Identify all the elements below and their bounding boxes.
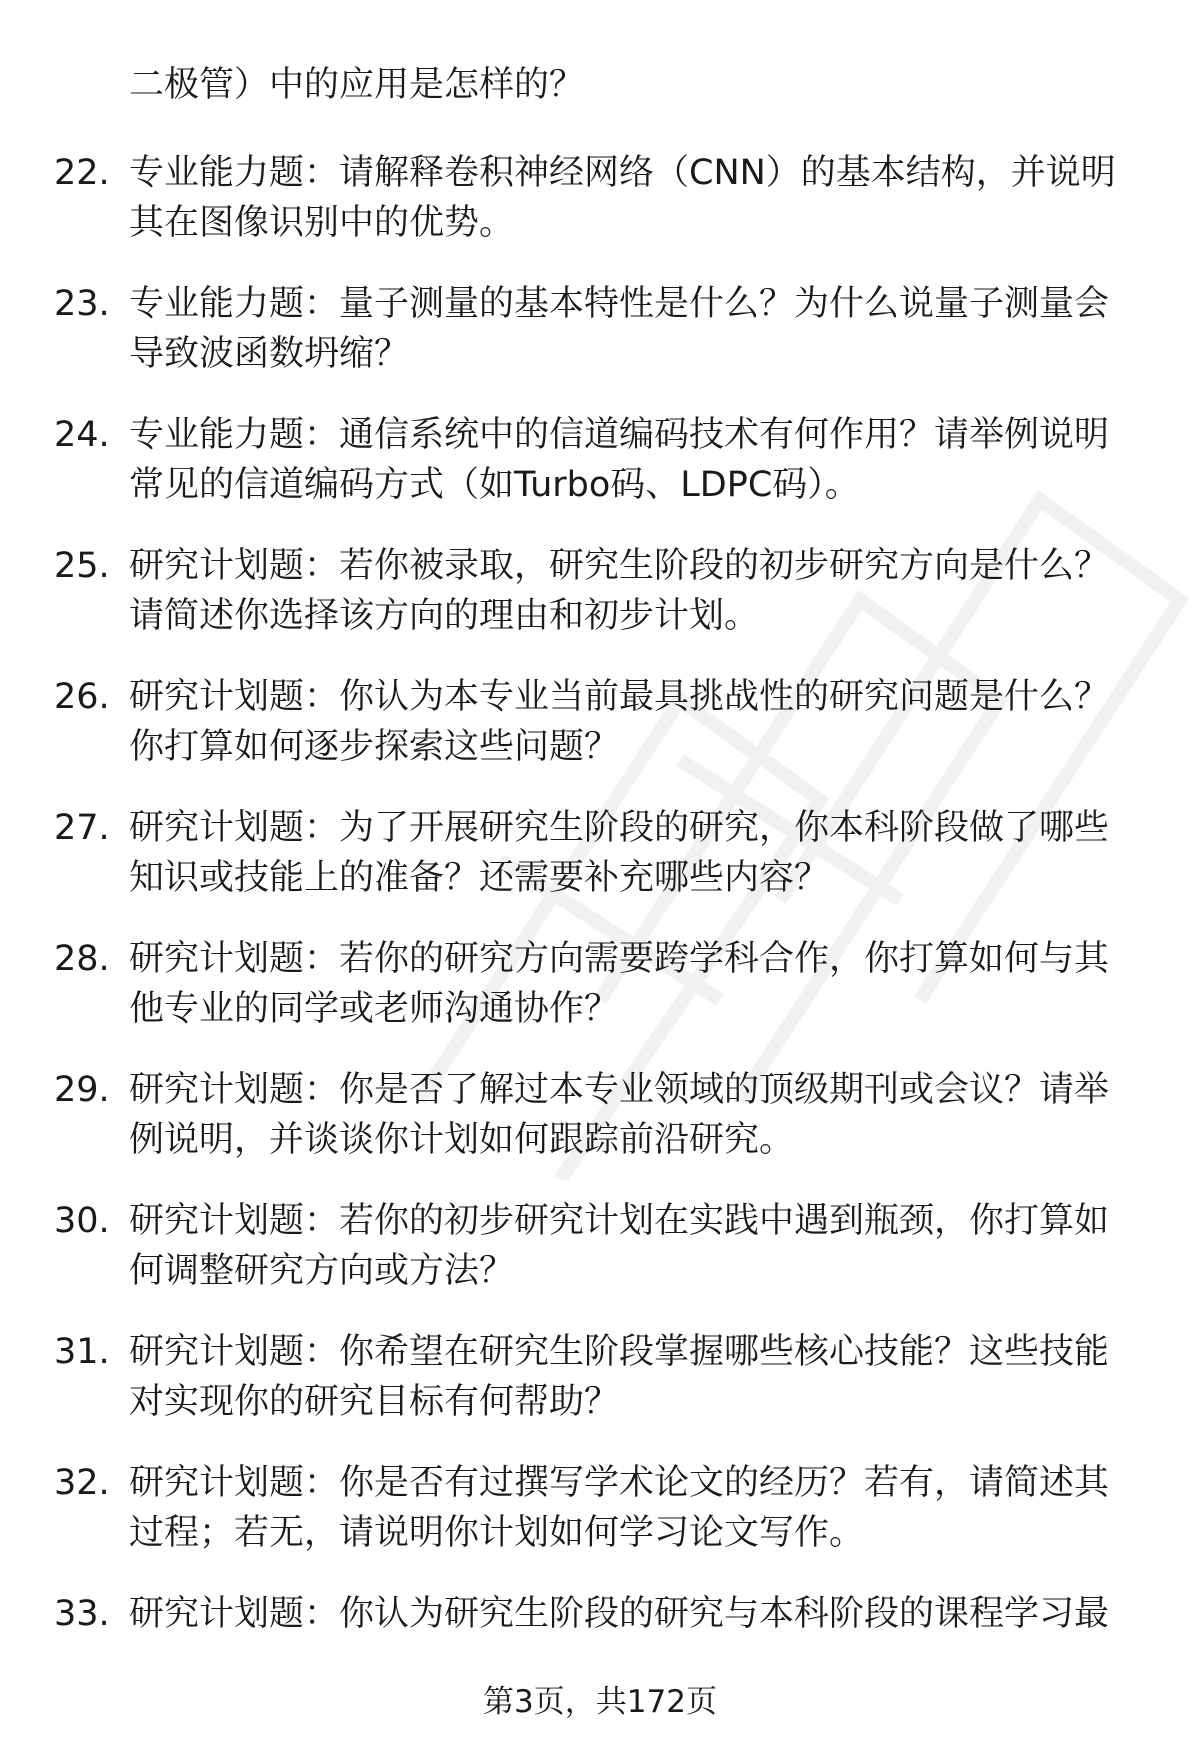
- question-number: 30.: [54, 1201, 110, 1241]
- question-item: [0, 1065, 1200, 1196]
- question-line: 导致波函数坍缩？: [129, 334, 410, 374]
- question-line: 对实现你的研究目标有何帮助？: [129, 1382, 620, 1422]
- question-line: 请简述你选择该方向的理由和初步计划。: [129, 596, 760, 636]
- question-line: 你打算如何逐步探索这些问题？: [129, 727, 620, 767]
- question-number: 27.: [54, 808, 110, 848]
- question-text: [129, 934, 1169, 1034]
- question-line: 他专业的同学或老师沟通协作？: [129, 989, 620, 1029]
- question-item: [0, 803, 1200, 934]
- question-text: [129, 1589, 1169, 1639]
- question-text: [129, 1065, 1169, 1165]
- question-line: 何调整研究方向或方法？: [129, 1251, 515, 1291]
- question-line: 知识或技能上的准备？还需要补充哪些内容？: [129, 858, 830, 898]
- question-line: 其在图像识别中的优势。: [129, 203, 515, 243]
- question-line: 研究计划题：你认为本专业当前最具挑战性的研究问题是什么？: [129, 677, 1110, 717]
- question-item: [0, 1327, 1200, 1458]
- question-text: [129, 541, 1169, 641]
- question-line: 研究计划题：若你被录取，研究生阶段的初步研究方向是什么？: [129, 546, 1110, 586]
- question-line: 研究计划题：为了开展研究生阶段的研究，你本科阶段做了哪些: [129, 808, 1110, 848]
- question-line: 专业能力题：请解释卷积神经网络（CNN）的基本结构，并说明: [129, 153, 1116, 193]
- question-number: 33.: [54, 1594, 110, 1634]
- question-item: [0, 672, 1200, 803]
- question-number: 32.: [54, 1463, 110, 1503]
- question-text: [129, 803, 1169, 903]
- question-text: [129, 148, 1169, 248]
- question-item: [0, 934, 1200, 1065]
- question-number: 28.: [54, 939, 110, 979]
- question-number: 24.: [54, 415, 110, 455]
- question-number: 23.: [54, 284, 110, 324]
- question-number: 31.: [54, 1332, 110, 1372]
- question-line: 专业能力题：量子测量的基本特性是什么？为什么说量子测量会: [129, 284, 1110, 324]
- question-item: [0, 1458, 1200, 1589]
- question-item: [0, 279, 1200, 410]
- question-line: 研究计划题：若你的研究方向需要跨学科合作，你打算如何与其: [129, 939, 1110, 979]
- question-text: [129, 1458, 1169, 1558]
- question-item: [0, 541, 1200, 672]
- question-number: 22.: [54, 153, 110, 193]
- question-text: [129, 1196, 1169, 1296]
- question-text: [129, 279, 1169, 379]
- question-list: [0, 148, 1200, 1720]
- question-line: 研究计划题：你认为研究生阶段的研究与本科阶段的课程学习最: [129, 1594, 1110, 1634]
- question-text: [129, 672, 1169, 772]
- question-line: 研究计划题：你希望在研究生阶段掌握哪些核心技能？这些技能: [129, 1332, 1110, 1372]
- question-line: 研究计划题：若你的初步研究计划在实践中遇到瓶颈，你打算如: [129, 1201, 1110, 1241]
- question-line: 常见的信道编码方式（如Turbo码、LDPC码）。: [129, 465, 860, 505]
- page-footer: 第3页，共172页: [483, 1684, 717, 1720]
- question-number: 26.: [54, 677, 110, 717]
- question-item: [0, 1196, 1200, 1327]
- question-number: 25.: [54, 546, 110, 586]
- question-number: 29.: [54, 1070, 110, 1110]
- question-line: 研究计划题：你是否了解过本专业领域的顶级期刊或会议？请举: [129, 1070, 1110, 1110]
- continuation-line: 二极管）中的应用是怎样的？: [129, 65, 585, 105]
- question-line: 研究计划题：你是否有过撰写学术论文的经历？若有，请简述其: [129, 1463, 1110, 1503]
- question-item: [0, 148, 1200, 279]
- question-line: 专业能力题：通信系统中的信道编码技术有何作用？请举例说明: [129, 415, 1110, 455]
- question-line: 例说明，并谈谈你计划如何跟踪前沿研究。: [129, 1120, 795, 1160]
- question-text: [129, 410, 1169, 510]
- question-line: 过程；若无，请说明你计划如何学习论文写作。: [129, 1513, 865, 1553]
- question-item: [0, 410, 1200, 541]
- question-text: [129, 1327, 1169, 1427]
